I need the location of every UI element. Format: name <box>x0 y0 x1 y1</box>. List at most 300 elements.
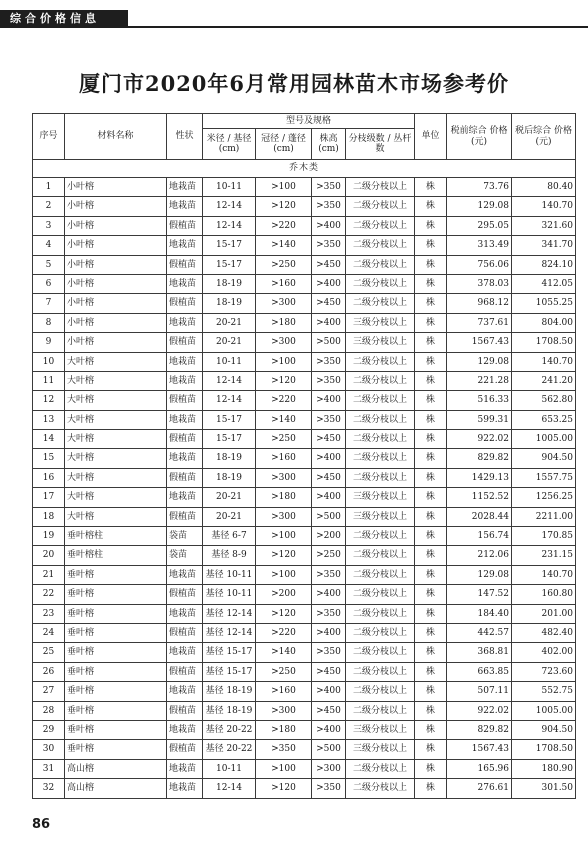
row-unit: 株 <box>415 274 447 293</box>
row-no: 19 <box>33 527 65 546</box>
row-height: >350 <box>312 643 346 662</box>
row-size: 10-11 <box>203 178 256 197</box>
row-name: 垂叶榕 <box>65 565 167 584</box>
row-crown: >100 <box>256 565 312 584</box>
row-crown: >200 <box>256 585 312 604</box>
row-unit: 株 <box>415 391 447 410</box>
row-crown: >120 <box>256 371 312 390</box>
table-row <box>33 178 576 197</box>
row-height: >400 <box>312 585 346 604</box>
row-pre-tax-price: 378.03 <box>447 274 512 293</box>
row-no: 12 <box>33 391 65 410</box>
row-type: 地栽苗 <box>167 178 203 197</box>
row-size: 15-17 <box>203 410 256 429</box>
header-unit: 单位 <box>415 114 447 160</box>
row-post-tax-price: 1005.00 <box>512 430 576 449</box>
row-branch: 二级分枝以上 <box>346 682 415 701</box>
row-crown: >100 <box>256 759 312 778</box>
row-height: >450 <box>312 255 346 274</box>
row-height: >400 <box>312 488 346 507</box>
row-name: 小叶榕 <box>65 197 167 216</box>
row-post-tax-price: 804.00 <box>512 313 576 332</box>
row-height: >200 <box>312 527 346 546</box>
row-type: 假植苗 <box>167 468 203 487</box>
table-row <box>33 682 576 701</box>
row-unit: 株 <box>415 313 447 332</box>
table-row <box>33 565 576 584</box>
header-spec-group: 型号及规格 <box>203 114 415 129</box>
row-no: 30 <box>33 740 65 759</box>
row-unit: 株 <box>415 682 447 701</box>
row-type: 袋苗 <box>167 546 203 565</box>
row-post-tax-price: 301.50 <box>512 779 576 798</box>
row-type: 地栽苗 <box>167 313 203 332</box>
table-row <box>33 643 576 662</box>
row-crown: >120 <box>256 546 312 565</box>
row-post-tax-price: 824.10 <box>512 255 576 274</box>
row-no: 20 <box>33 546 65 565</box>
row-unit: 株 <box>415 333 447 352</box>
row-branch: 二级分枝以上 <box>346 352 415 371</box>
row-type: 假植苗 <box>167 391 203 410</box>
row-type: 袋苗 <box>167 527 203 546</box>
table-row <box>33 352 576 371</box>
row-type: 假植苗 <box>167 333 203 352</box>
row-post-tax-price: 180.90 <box>512 759 576 778</box>
row-type: 地栽苗 <box>167 236 203 255</box>
row-unit: 株 <box>415 449 447 468</box>
row-pre-tax-price: 516.33 <box>447 391 512 410</box>
row-branch: 二级分枝以上 <box>346 391 415 410</box>
row-name: 垂叶榕柱 <box>65 527 167 546</box>
row-type: 地栽苗 <box>167 604 203 623</box>
row-no: 8 <box>33 313 65 332</box>
table-row <box>33 662 576 681</box>
row-pre-tax-price: 507.11 <box>447 682 512 701</box>
row-no: 29 <box>33 720 65 739</box>
row-pre-tax-price: 147.52 <box>447 585 512 604</box>
row-pre-tax-price: 212.06 <box>447 546 512 565</box>
row-pre-tax-price: 313.49 <box>447 236 512 255</box>
row-post-tax-price: 1055.25 <box>512 294 576 313</box>
row-type: 假植苗 <box>167 585 203 604</box>
table-row <box>33 759 576 778</box>
row-no: 28 <box>33 701 65 720</box>
row-no: 21 <box>33 565 65 584</box>
row-unit: 株 <box>415 488 447 507</box>
row-size: 15-17 <box>203 255 256 274</box>
header-crown: 冠径 / 蓬径 (cm) <box>256 129 312 160</box>
row-crown: >300 <box>256 507 312 526</box>
row-branch: 二级分枝以上 <box>346 410 415 429</box>
row-type: 地栽苗 <box>167 488 203 507</box>
row-size: 12-14 <box>203 216 256 235</box>
row-size: 基径 18-19 <box>203 701 256 720</box>
table-row <box>33 468 576 487</box>
row-name: 垂叶榕 <box>65 740 167 759</box>
row-size: 20-21 <box>203 507 256 526</box>
row-post-tax-price: 482.40 <box>512 623 576 642</box>
row-unit: 株 <box>415 720 447 739</box>
header-branch: 分枝级数 / 丛杆数 <box>346 129 415 160</box>
row-height: >350 <box>312 236 346 255</box>
row-branch: 二级分枝以上 <box>346 468 415 487</box>
row-crown: >250 <box>256 430 312 449</box>
row-no: 26 <box>33 662 65 681</box>
row-height: >400 <box>312 313 346 332</box>
row-branch: 三级分枝以上 <box>346 488 415 507</box>
row-post-tax-price: 341.70 <box>512 236 576 255</box>
row-name: 大叶榕 <box>65 371 167 390</box>
row-crown: >160 <box>256 682 312 701</box>
row-branch: 二级分枝以上 <box>346 449 415 468</box>
row-branch: 二级分枝以上 <box>346 294 415 313</box>
row-pre-tax-price: 1567.43 <box>447 333 512 352</box>
row-no: 7 <box>33 294 65 313</box>
row-post-tax-price: 1708.50 <box>512 333 576 352</box>
row-post-tax-price: 241.20 <box>512 371 576 390</box>
row-type: 假植苗 <box>167 294 203 313</box>
row-unit: 株 <box>415 197 447 216</box>
row-type: 假植苗 <box>167 740 203 759</box>
row-type: 假植苗 <box>167 662 203 681</box>
row-unit: 株 <box>415 779 447 798</box>
row-post-tax-price: 160.80 <box>512 585 576 604</box>
row-size: 基径 15-17 <box>203 643 256 662</box>
row-no: 2 <box>33 197 65 216</box>
row-no: 18 <box>33 507 65 526</box>
row-unit: 株 <box>415 430 447 449</box>
row-post-tax-price: 201.00 <box>512 604 576 623</box>
row-unit: 株 <box>415 216 447 235</box>
row-post-tax-price: 904.50 <box>512 720 576 739</box>
category-label: 乔木类 <box>33 160 576 178</box>
table-row <box>33 236 576 255</box>
row-pre-tax-price: 295.05 <box>447 216 512 235</box>
row-crown: >220 <box>256 391 312 410</box>
table-row <box>33 216 576 235</box>
row-branch: 二级分枝以上 <box>346 779 415 798</box>
row-height: >300 <box>312 759 346 778</box>
row-unit: 株 <box>415 565 447 584</box>
row-name: 大叶榕 <box>65 468 167 487</box>
table-row <box>33 294 576 313</box>
row-branch: 二级分枝以上 <box>346 197 415 216</box>
row-size: 18-19 <box>203 468 256 487</box>
table-row <box>33 430 576 449</box>
row-crown: >140 <box>256 410 312 429</box>
row-crown: >300 <box>256 294 312 313</box>
table-row <box>33 391 576 410</box>
table-row <box>33 313 576 332</box>
row-post-tax-price: 140.70 <box>512 352 576 371</box>
table-row <box>33 779 576 798</box>
row-type: 地栽苗 <box>167 197 203 216</box>
row-pre-tax-price: 129.08 <box>447 197 512 216</box>
row-height: >400 <box>312 274 346 293</box>
row-type: 假植苗 <box>167 430 203 449</box>
row-size: 18-19 <box>203 274 256 293</box>
table-row <box>33 604 576 623</box>
row-no: 31 <box>33 759 65 778</box>
row-crown: >300 <box>256 468 312 487</box>
row-no: 23 <box>33 604 65 623</box>
row-height: >400 <box>312 682 346 701</box>
row-name: 大叶榕 <box>65 449 167 468</box>
table-row <box>33 255 576 274</box>
row-height: >350 <box>312 197 346 216</box>
row-branch: 二级分枝以上 <box>346 371 415 390</box>
row-pre-tax-price: 968.12 <box>447 294 512 313</box>
row-pre-tax-price: 2028.44 <box>447 507 512 526</box>
row-crown: >220 <box>256 623 312 642</box>
row-type: 地栽苗 <box>167 274 203 293</box>
row-name: 垂叶榕柱 <box>65 546 167 565</box>
row-size: 12-14 <box>203 391 256 410</box>
table-row <box>33 701 576 720</box>
row-no: 4 <box>33 236 65 255</box>
header-pre-tax: 税前综合 价格(元) <box>447 114 512 160</box>
row-size: 15-17 <box>203 430 256 449</box>
row-type: 地栽苗 <box>167 371 203 390</box>
row-height: >450 <box>312 430 346 449</box>
row-unit: 株 <box>415 527 447 546</box>
row-unit: 株 <box>415 468 447 487</box>
row-crown: >180 <box>256 488 312 507</box>
row-size: 基径 12-14 <box>203 604 256 623</box>
row-name: 垂叶榕 <box>65 623 167 642</box>
row-branch: 二级分枝以上 <box>346 546 415 565</box>
row-type: 地栽苗 <box>167 449 203 468</box>
row-post-tax-price: 140.70 <box>512 197 576 216</box>
row-unit: 株 <box>415 546 447 565</box>
row-size: 基径 12-14 <box>203 623 256 642</box>
row-post-tax-price: 1256.25 <box>512 488 576 507</box>
row-unit: 株 <box>415 604 447 623</box>
row-height: >500 <box>312 333 346 352</box>
header-no: 序号 <box>33 114 65 160</box>
row-crown: >160 <box>256 449 312 468</box>
page-number: 86 <box>32 817 51 832</box>
row-pre-tax-price: 737.61 <box>447 313 512 332</box>
row-no: 6 <box>33 274 65 293</box>
row-crown: >140 <box>256 643 312 662</box>
row-size: 18-19 <box>203 449 256 468</box>
row-post-tax-price: 140.70 <box>512 565 576 584</box>
row-height: >350 <box>312 565 346 584</box>
row-branch: 二级分枝以上 <box>346 236 415 255</box>
row-height: >350 <box>312 410 346 429</box>
row-no: 10 <box>33 352 65 371</box>
row-height: >350 <box>312 178 346 197</box>
row-branch: 二级分枝以上 <box>346 274 415 293</box>
row-branch: 三级分枝以上 <box>346 740 415 759</box>
row-height: >450 <box>312 294 346 313</box>
row-size: 基径 8-9 <box>203 546 256 565</box>
row-unit: 株 <box>415 585 447 604</box>
row-name: 垂叶榕 <box>65 662 167 681</box>
row-name: 小叶榕 <box>65 236 167 255</box>
row-pre-tax-price: 663.85 <box>447 662 512 681</box>
row-size: 20-21 <box>203 313 256 332</box>
row-name: 小叶榕 <box>65 333 167 352</box>
row-unit: 株 <box>415 740 447 759</box>
row-name: 高山榕 <box>65 759 167 778</box>
row-unit: 株 <box>415 178 447 197</box>
row-no: 1 <box>33 178 65 197</box>
row-post-tax-price: 562.80 <box>512 391 576 410</box>
row-branch: 三级分枝以上 <box>346 333 415 352</box>
row-post-tax-price: 1557.75 <box>512 468 576 487</box>
row-branch: 二级分枝以上 <box>346 255 415 274</box>
row-name: 大叶榕 <box>65 391 167 410</box>
row-branch: 二级分枝以上 <box>346 565 415 584</box>
row-no: 16 <box>33 468 65 487</box>
table-row <box>33 333 576 352</box>
row-crown: >180 <box>256 720 312 739</box>
row-branch: 三级分枝以上 <box>346 313 415 332</box>
row-no: 17 <box>33 488 65 507</box>
row-name: 垂叶榕 <box>65 643 167 662</box>
row-branch: 二级分枝以上 <box>346 585 415 604</box>
row-branch: 二级分枝以上 <box>346 178 415 197</box>
table-row <box>33 449 576 468</box>
row-unit: 株 <box>415 507 447 526</box>
row-size: 基径 10-11 <box>203 565 256 584</box>
row-unit: 株 <box>415 410 447 429</box>
row-height: >400 <box>312 623 346 642</box>
price-table <box>32 113 576 799</box>
row-post-tax-price: 1708.50 <box>512 740 576 759</box>
row-crown: >300 <box>256 701 312 720</box>
table-row <box>33 197 576 216</box>
row-unit: 株 <box>415 759 447 778</box>
row-size: 12-14 <box>203 779 256 798</box>
row-pre-tax-price: 129.08 <box>447 565 512 584</box>
header-name: 材料名称 <box>65 114 167 160</box>
row-post-tax-price: 402.00 <box>512 643 576 662</box>
table-row <box>33 488 576 507</box>
row-crown: >140 <box>256 236 312 255</box>
row-name: 小叶榕 <box>65 313 167 332</box>
row-unit: 株 <box>415 623 447 642</box>
row-type: 假植苗 <box>167 623 203 642</box>
row-crown: >300 <box>256 333 312 352</box>
header-size: 米径 / 基径 (cm) <box>203 129 256 160</box>
row-pre-tax-price: 442.57 <box>447 623 512 642</box>
row-unit: 株 <box>415 236 447 255</box>
row-no: 5 <box>33 255 65 274</box>
row-no: 15 <box>33 449 65 468</box>
row-pre-tax-price: 129.08 <box>447 352 512 371</box>
row-post-tax-price: 412.05 <box>512 274 576 293</box>
row-post-tax-price: 170.85 <box>512 527 576 546</box>
row-unit: 株 <box>415 352 447 371</box>
row-crown: >160 <box>256 274 312 293</box>
row-branch: 三级分枝以上 <box>346 507 415 526</box>
row-branch: 二级分枝以上 <box>346 759 415 778</box>
row-name: 小叶榕 <box>65 255 167 274</box>
row-height: >500 <box>312 507 346 526</box>
row-pre-tax-price: 221.28 <box>447 371 512 390</box>
row-no: 25 <box>33 643 65 662</box>
row-height: >400 <box>312 720 346 739</box>
table-row <box>33 527 576 546</box>
row-size: 20-21 <box>203 488 256 507</box>
row-pre-tax-price: 599.31 <box>447 410 512 429</box>
table-row <box>33 623 576 642</box>
row-name: 小叶榕 <box>65 294 167 313</box>
row-size: 10-11 <box>203 352 256 371</box>
table-row <box>33 410 576 429</box>
row-size: 10-11 <box>203 759 256 778</box>
row-unit: 株 <box>415 255 447 274</box>
row-unit: 株 <box>415 701 447 720</box>
row-type: 地栽苗 <box>167 682 203 701</box>
row-post-tax-price: 904.50 <box>512 449 576 468</box>
row-branch: 二级分枝以上 <box>346 662 415 681</box>
row-size: 基径 15-17 <box>203 662 256 681</box>
header-height: 株高 (cm) <box>312 129 346 160</box>
row-post-tax-price: 321.60 <box>512 216 576 235</box>
row-post-tax-price: 80.40 <box>512 178 576 197</box>
row-pre-tax-price: 1429.13 <box>447 468 512 487</box>
row-name: 小叶榕 <box>65 274 167 293</box>
row-size: 15-17 <box>203 236 256 255</box>
row-name: 小叶榕 <box>65 216 167 235</box>
row-size: 12-14 <box>203 197 256 216</box>
row-no: 11 <box>33 371 65 390</box>
row-name: 大叶榕 <box>65 410 167 429</box>
row-pre-tax-price: 922.02 <box>447 430 512 449</box>
row-type: 假植苗 <box>167 255 203 274</box>
row-height: >350 <box>312 371 346 390</box>
row-name: 垂叶榕 <box>65 701 167 720</box>
row-pre-tax-price: 829.82 <box>447 449 512 468</box>
row-type: 假植苗 <box>167 507 203 526</box>
row-height: >400 <box>312 449 346 468</box>
row-no: 13 <box>33 410 65 429</box>
row-branch: 二级分枝以上 <box>346 527 415 546</box>
header-post-tax: 税后综合 价格(元) <box>512 114 576 160</box>
table-row <box>33 720 576 739</box>
row-no: 22 <box>33 585 65 604</box>
row-branch: 二级分枝以上 <box>346 604 415 623</box>
row-type: 地栽苗 <box>167 759 203 778</box>
row-name: 垂叶榕 <box>65 720 167 739</box>
row-height: >400 <box>312 216 346 235</box>
table-row <box>33 507 576 526</box>
row-post-tax-price: 723.60 <box>512 662 576 681</box>
row-size: 基径 18-19 <box>203 682 256 701</box>
row-height: >350 <box>312 604 346 623</box>
header-type: 性状 <box>167 114 203 160</box>
row-size: 基径 10-11 <box>203 585 256 604</box>
row-branch: 二级分枝以上 <box>346 623 415 642</box>
row-pre-tax-price: 922.02 <box>447 701 512 720</box>
row-post-tax-price: 552.75 <box>512 682 576 701</box>
row-name: 垂叶榕 <box>65 682 167 701</box>
row-post-tax-price: 2211.00 <box>512 507 576 526</box>
row-name: 高山榕 <box>65 779 167 798</box>
row-pre-tax-price: 829.82 <box>447 720 512 739</box>
row-name: 大叶榕 <box>65 488 167 507</box>
row-height: >350 <box>312 352 346 371</box>
row-name: 小叶榕 <box>65 178 167 197</box>
table-row <box>33 546 576 565</box>
row-crown: >350 <box>256 740 312 759</box>
row-crown: >120 <box>256 197 312 216</box>
